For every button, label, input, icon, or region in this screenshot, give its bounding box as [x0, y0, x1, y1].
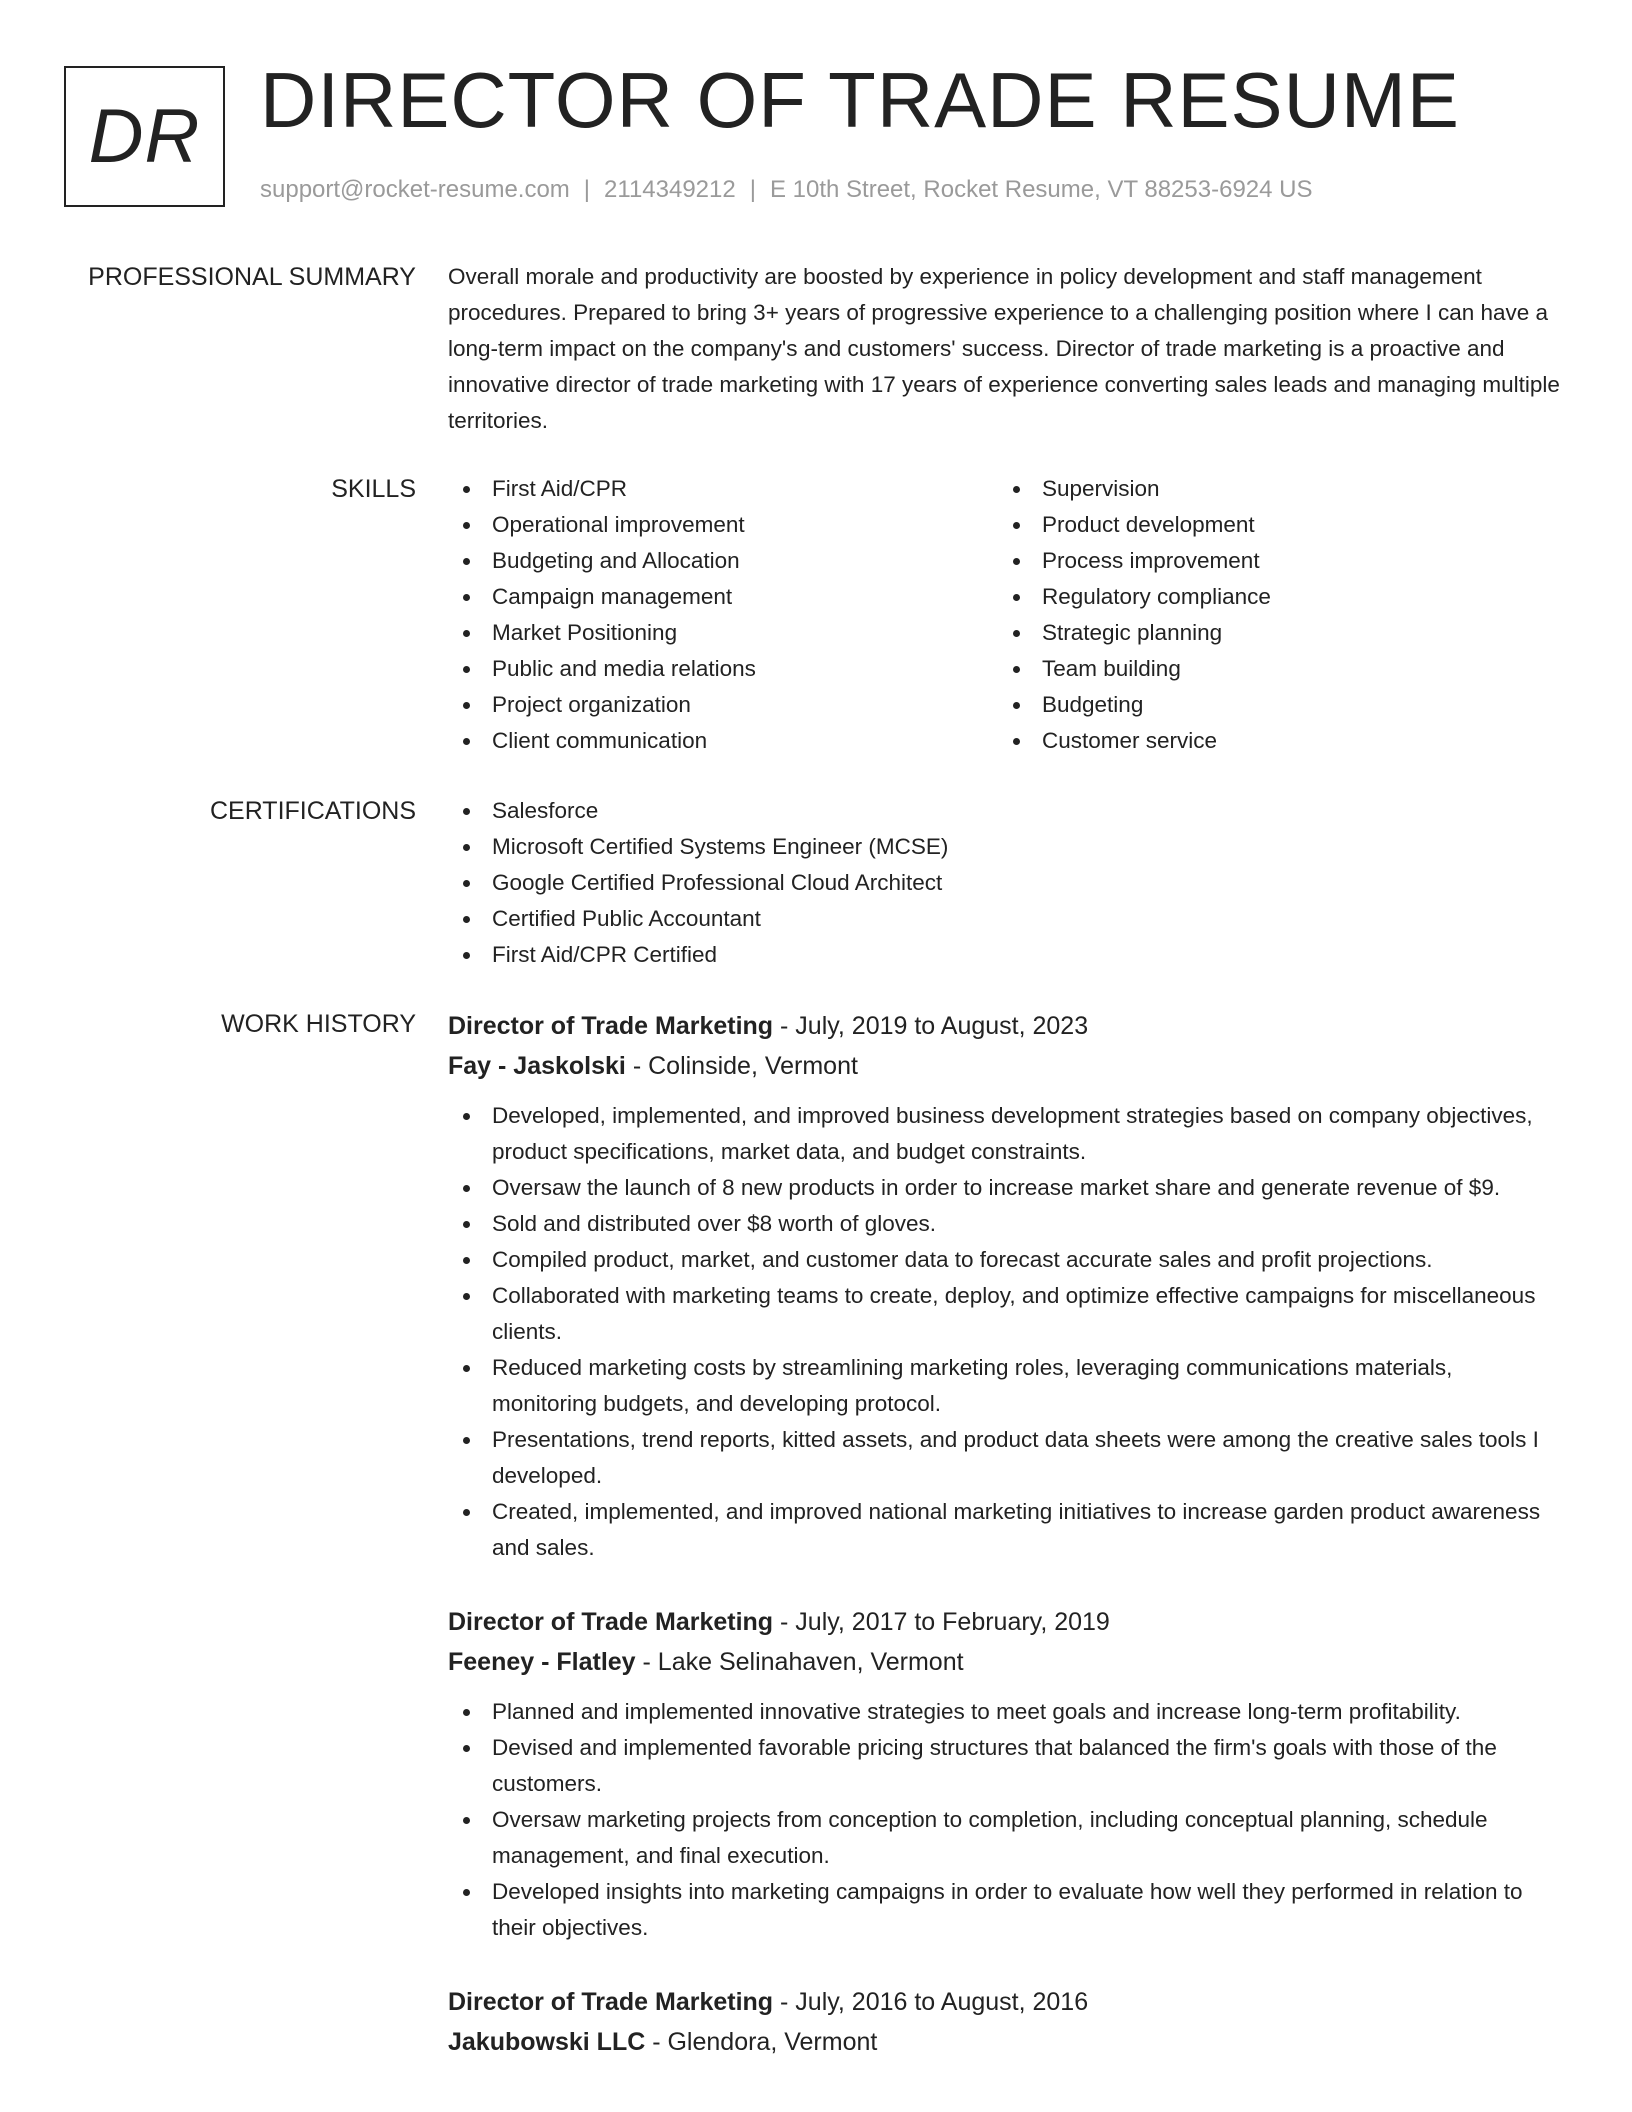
job-duty: Reduced marketing costs by streamlining marketing roles, leveraging communications materials, monitoring budgets, and developing protocol. [448, 1350, 1560, 1422]
skill-item: Budgeting and Allocation [448, 543, 998, 579]
initials: DR [88, 94, 201, 179]
job-entry [448, 1006, 1560, 1566]
job-duty: Collaborated with marketing teams to create, deploy, and optimize effective campaigns for miscellaneous clients. [448, 1278, 1560, 1350]
job-duty: Sold and distributed over $8 worth of gloves. [448, 1206, 1560, 1242]
skill-item: Client communication [448, 723, 998, 759]
certifications-list [448, 793, 1560, 973]
certification-item: First Aid/CPR Certified [448, 937, 1560, 973]
job-role: Director of Trade Marketing [448, 1012, 774, 1040]
contact-line [260, 176, 1313, 204]
job-duty: Planned and implemented innovative strategies to meet goals and increase long-term profitability. [448, 1694, 1560, 1730]
job-duty: Developed insights into marketing campaigns in order to evaluate how well they performed in relation to their objectives. [448, 1874, 1560, 1946]
contact-email[interactable]: support@rocket-resume.com [260, 176, 570, 203]
skills-list-right [998, 471, 1548, 759]
section-title-work-history: WORK HISTORY [221, 1010, 416, 1038]
job-location: Lake Selinahaven, Vermont [657, 1648, 964, 1676]
skill-item: Campaign management [448, 579, 998, 615]
skill-item: Budgeting [998, 687, 1548, 723]
job-role-line [448, 1006, 1560, 1046]
resume-title: DIRECTOR OF TRADE RESUME [260, 56, 1460, 144]
certification-item: Microsoft Certified Systems Engineer (MCSE) [448, 829, 1560, 865]
job-company: Jakubowski LLC [448, 2028, 646, 2056]
skill-item: First Aid/CPR [448, 471, 998, 507]
job-dates: July, 2019 to August, 2023 [795, 1012, 1089, 1040]
job-dates: July, 2017 to February, 2019 [795, 1608, 1110, 1636]
skill-item: Regulatory compliance [998, 579, 1548, 615]
certification-item: Salesforce [448, 793, 1560, 829]
job-duty: Oversaw marketing projects from conception to completion, including conceptual planning, schedule management, and final execution. [448, 1802, 1560, 1874]
job-duty: Presentations, trend reports, kitted assets, and product data sheets were among the creative sales tools I developed. [448, 1422, 1560, 1494]
contact-separator: | [583, 176, 591, 203]
job-duty: Devised and implemented favorable pricing structures that balanced the firm's goals with those of the customers. [448, 1730, 1560, 1802]
job-role: Director of Trade Marketing [448, 1988, 774, 2016]
skill-item: Strategic planning [998, 615, 1548, 651]
skill-item: Product development [998, 507, 1548, 543]
skill-item: Customer service [998, 723, 1548, 759]
job-duty: Created, implemented, and improved national marketing initiatives to increase garden product awareness and sales. [448, 1494, 1560, 1566]
section-title-certifications: CERTIFICATIONS [209, 797, 416, 825]
skills-list-left [448, 471, 998, 759]
job-role-line [448, 1982, 1560, 2022]
certification-item: Google Certified Professional Cloud Architect [448, 865, 1560, 901]
job-duty: Developed, implemented, and improved business development strategies based on company objectives, product specifications, market data, and budget constraints. [448, 1098, 1560, 1170]
job-company: Fay - Jaskolski [448, 1052, 626, 1080]
certification-item: Certified Public Accountant [448, 901, 1560, 937]
job-role-line [448, 1602, 1560, 1642]
job-duty: Oversaw the launch of 8 new products in order to increase market share and generate revenue of $9. [448, 1170, 1560, 1206]
job-company-line [448, 1046, 1560, 1086]
monogram-badge [64, 66, 225, 207]
job-dash: - [635, 1648, 658, 1676]
contact-separator: | [749, 176, 756, 203]
contact-phone[interactable]: 2114349212 [604, 176, 736, 203]
job-company-line [448, 2022, 1560, 2062]
skill-item: Public and media relations [448, 651, 998, 687]
section-title-skills: SKILLS [331, 475, 416, 503]
job-company: Feeney - Flatley [448, 1648, 636, 1676]
job-dates: July, 2016 to August, 2016 [795, 1988, 1089, 2016]
skill-item: Supervision [998, 471, 1548, 507]
job-entry [448, 1982, 1560, 2062]
job-duties-list [448, 1694, 1560, 1946]
job-dash: - [625, 1052, 649, 1080]
summary-text: Overall morale and productivity are boosted by experience in policy development and staff management procedures. Prepared to bring 3+ years of progressive experience to a challenging position where I can have a long-term impact on the company's and customers' success. Director of trade marketing is a proactive and innovative director of trade marketing with 17 years of experience converting sales leads and managing multiple territories. [448, 264, 1560, 433]
job-location: Glendora, Vermont [667, 2028, 878, 2056]
job-role: Director of Trade Marketing [448, 1608, 774, 1636]
job-dash: - [645, 2028, 668, 2056]
job-dash: - [773, 1608, 796, 1636]
job-location: Colinside, Vermont [648, 1052, 858, 1080]
job-dash: - [773, 1988, 796, 2016]
job-entry [448, 1602, 1560, 1946]
contact-address: E 10th Street, Rocket Resume, VT 88253-6924 US [769, 176, 1313, 203]
skill-item: Market Positioning [448, 615, 998, 651]
job-company-line [448, 1642, 1560, 1682]
skill-item: Team building [998, 651, 1548, 687]
job-dash: - [773, 1012, 796, 1040]
job-duty: Compiled product, market, and customer data to forecast accurate sales and profit projections. [448, 1242, 1560, 1278]
skill-item: Operational improvement [448, 507, 998, 543]
section-title-summary: PROFESSIONAL SUMMARY [88, 263, 416, 291]
job-duties-list [448, 1098, 1560, 1566]
skill-item: Project organization [448, 687, 998, 723]
skill-item: Process improvement [998, 543, 1548, 579]
